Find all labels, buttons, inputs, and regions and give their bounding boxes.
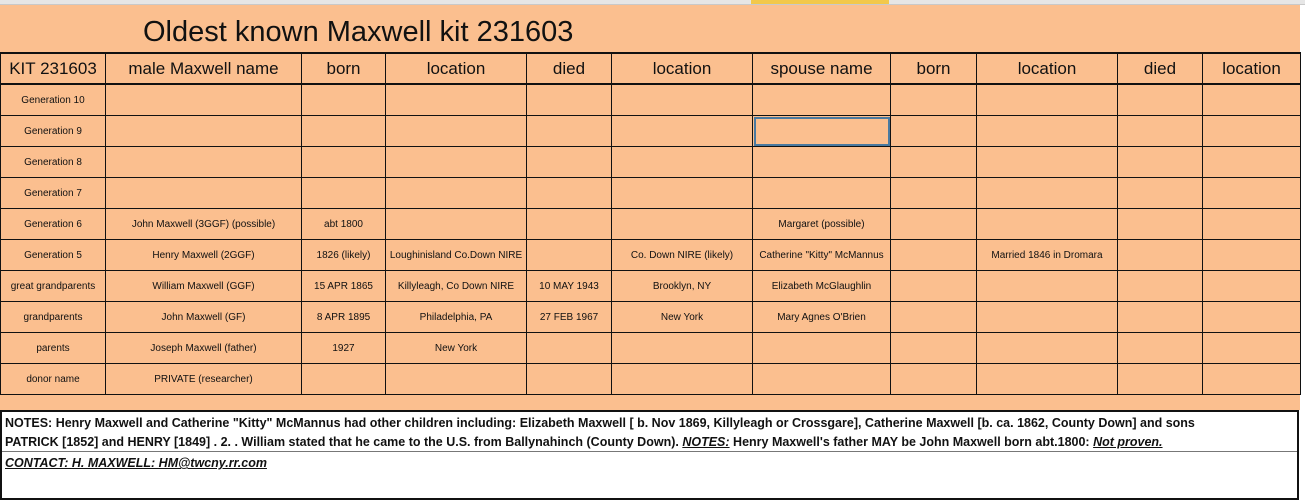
row-label[interactable]: Generation 9 xyxy=(1,116,106,147)
cell[interactable]: New York xyxy=(386,333,527,364)
cell[interactable]: 10 MAY 1943 xyxy=(527,271,612,302)
cell[interactable]: John Maxwell (3GGF) (possible) xyxy=(106,209,302,240)
cell[interactable] xyxy=(891,116,977,147)
selected-column-indicator xyxy=(751,0,889,4)
cell[interactable]: Henry Maxwell (2GGF) xyxy=(106,240,302,271)
table-row xyxy=(1,178,1301,209)
cell[interactable] xyxy=(1118,147,1203,178)
cell[interactable]: abt 1800 xyxy=(302,209,386,240)
cell[interactable] xyxy=(977,116,1118,147)
selected-cell[interactable] xyxy=(753,116,891,147)
cell[interactable] xyxy=(1203,209,1301,240)
cell[interactable] xyxy=(106,147,302,178)
table-row xyxy=(1,302,1301,333)
cell[interactable] xyxy=(1203,178,1301,209)
header-died[interactable]: died xyxy=(527,53,612,84)
cell[interactable] xyxy=(386,364,527,395)
sheet-title[interactable]: Oldest known Maxwell kit 231603 xyxy=(143,16,574,48)
header-male-name[interactable]: male Maxwell name xyxy=(106,53,302,84)
cell[interactable] xyxy=(1118,209,1203,240)
cell[interactable]: 8 APR 1895 xyxy=(302,302,386,333)
cell[interactable] xyxy=(302,178,386,209)
cell[interactable] xyxy=(1118,271,1203,302)
cell[interactable] xyxy=(527,84,612,116)
cell[interactable] xyxy=(977,209,1118,240)
cell[interactable] xyxy=(612,364,753,395)
cell[interactable]: New York xyxy=(612,302,753,333)
cell[interactable]: Philadelphia, PA xyxy=(386,302,527,333)
cell[interactable] xyxy=(612,84,753,116)
cell[interactable] xyxy=(302,147,386,178)
cell[interactable] xyxy=(753,84,891,116)
header-row xyxy=(1,53,1301,84)
cell[interactable] xyxy=(977,271,1118,302)
header-location[interactable]: location xyxy=(386,53,527,84)
not-proven-text: Not proven. xyxy=(1093,435,1163,449)
notes-line-1: NOTES: Henry Maxwell and Catherine "Kitty" McMannus had other children including: Elizabeth Maxwell [ b. Nov 1869, Killyleagh or Crossgare], Catherine Maxwell [b. ca. 1862, County Down] and sons xyxy=(5,416,1195,430)
row-label[interactable]: Generation 6 xyxy=(1,209,106,240)
cell[interactable]: Loughinisland Co.Down NIRE xyxy=(386,240,527,271)
table-row xyxy=(1,333,1301,364)
cell[interactable] xyxy=(753,178,891,209)
cell[interactable] xyxy=(753,147,891,178)
cell[interactable] xyxy=(891,240,977,271)
cell[interactable] xyxy=(527,116,612,147)
contact-line[interactable]: CONTACT: H. MAXWELL: HM@twcny.rr.com xyxy=(5,456,267,470)
cell[interactable]: 27 FEB 1967 xyxy=(527,302,612,333)
cell[interactable] xyxy=(753,333,891,364)
header-kit[interactable]: KIT 231603 xyxy=(1,53,106,84)
cell[interactable] xyxy=(977,333,1118,364)
cell[interactable] xyxy=(612,147,753,178)
cell[interactable]: 1826 (likely) xyxy=(302,240,386,271)
cell[interactable] xyxy=(106,116,302,147)
cell[interactable] xyxy=(1118,178,1203,209)
divider xyxy=(2,451,1297,452)
cell[interactable] xyxy=(891,178,977,209)
header-spouse-location[interactable]: location xyxy=(1203,53,1301,84)
cell[interactable] xyxy=(1203,302,1301,333)
cell[interactable] xyxy=(1203,364,1301,395)
cell[interactable] xyxy=(1118,84,1203,116)
cell[interactable] xyxy=(106,178,302,209)
notes-box[interactable] xyxy=(0,410,1299,500)
cell[interactable]: Married 1846 in Dromara xyxy=(977,240,1118,271)
table-row xyxy=(1,147,1301,178)
cell[interactable]: Elizabeth McGlaughlin xyxy=(753,271,891,302)
cell[interactable] xyxy=(1203,147,1301,178)
cell[interactable] xyxy=(891,364,977,395)
genealogy-table xyxy=(0,52,1301,395)
cell[interactable]: William Maxwell (GGF) xyxy=(106,271,302,302)
cell[interactable] xyxy=(302,84,386,116)
row-label[interactable]: Generation 5 xyxy=(1,240,106,271)
row-label[interactable]: great grandparents xyxy=(1,271,106,302)
cell[interactable] xyxy=(612,333,753,364)
cell[interactable] xyxy=(891,209,977,240)
cell[interactable] xyxy=(527,178,612,209)
notes-line-2 xyxy=(5,435,1163,449)
cell[interactable]: Catherine "Kitty" McMannus xyxy=(753,240,891,271)
table-row xyxy=(1,116,1301,147)
header-spouse-location[interactable]: location xyxy=(977,53,1118,84)
table-row xyxy=(1,240,1301,271)
cell[interactable] xyxy=(891,302,977,333)
cell[interactable] xyxy=(1118,302,1203,333)
cell[interactable] xyxy=(386,116,527,147)
table-row xyxy=(1,271,1301,302)
cell[interactable]: 15 APR 1865 xyxy=(302,271,386,302)
cell[interactable] xyxy=(977,84,1118,116)
table-row xyxy=(1,209,1301,240)
notes-label: NOTES: xyxy=(682,435,730,449)
cell[interactable] xyxy=(386,147,527,178)
cell[interactable]: PRIVATE (researcher) xyxy=(106,364,302,395)
cell[interactable] xyxy=(106,84,302,116)
cell[interactable] xyxy=(977,147,1118,178)
cell[interactable] xyxy=(1203,116,1301,147)
cell[interactable] xyxy=(527,240,612,271)
header-born[interactable]: born xyxy=(302,53,386,84)
cell[interactable] xyxy=(891,271,977,302)
cell[interactable] xyxy=(612,209,753,240)
cell[interactable] xyxy=(386,209,527,240)
row-label[interactable]: Generation 10 xyxy=(1,84,106,116)
cell[interactable] xyxy=(1203,240,1301,271)
cell[interactable]: Mary Agnes O'Brien xyxy=(753,302,891,333)
cell[interactable] xyxy=(977,364,1118,395)
cell[interactable] xyxy=(1203,84,1301,116)
cell[interactable] xyxy=(977,178,1118,209)
row-label[interactable]: grandparents xyxy=(1,302,106,333)
row-label[interactable]: Generation 7 xyxy=(1,178,106,209)
header-spouse-name[interactable]: spouse name xyxy=(753,53,891,84)
cell[interactable] xyxy=(891,333,977,364)
cell[interactable] xyxy=(891,84,977,116)
header-location[interactable]: location xyxy=(612,53,753,84)
cell[interactable] xyxy=(1118,116,1203,147)
cell[interactable] xyxy=(527,209,612,240)
cell[interactable] xyxy=(891,147,977,178)
row-label[interactable]: parents xyxy=(1,333,106,364)
cell[interactable] xyxy=(302,364,386,395)
table-row xyxy=(1,364,1301,395)
cell[interactable]: John Maxwell (GF) xyxy=(106,302,302,333)
cell[interactable] xyxy=(527,333,612,364)
cell[interactable] xyxy=(612,116,753,147)
cell[interactable] xyxy=(386,84,527,116)
cell[interactable]: Killyleagh, Co Down NIRE xyxy=(386,271,527,302)
table-row xyxy=(1,84,1301,116)
cell[interactable] xyxy=(1118,240,1203,271)
cell[interactable] xyxy=(527,364,612,395)
cell[interactable]: Brooklyn, NY xyxy=(612,271,753,302)
row-label[interactable]: donor name xyxy=(1,364,106,395)
cell[interactable] xyxy=(753,364,891,395)
row-label[interactable]: Generation 8 xyxy=(1,147,106,178)
cell[interactable] xyxy=(386,178,527,209)
cell[interactable] xyxy=(977,302,1118,333)
cell[interactable] xyxy=(1203,333,1301,364)
cell[interactable]: 1927 xyxy=(302,333,386,364)
cell[interactable] xyxy=(1118,364,1203,395)
cell[interactable]: Co. Down NIRE (likely) xyxy=(612,240,753,271)
cell[interactable] xyxy=(612,178,753,209)
cell[interactable] xyxy=(1118,333,1203,364)
header-spouse-born[interactable]: born xyxy=(891,53,977,84)
cell[interactable]: Joseph Maxwell (father) xyxy=(106,333,302,364)
cell[interactable] xyxy=(302,116,386,147)
header-spouse-died[interactable]: died xyxy=(1118,53,1203,84)
notes-text: PATRICK [1852] and HENRY [1849] . 2. . William stated that he came to the U.S. from Ballynahinch (County Down). xyxy=(5,435,683,449)
cell[interactable]: Margaret (possible) xyxy=(753,209,891,240)
notes-text: Henry Maxwell's father MAY be John Maxwell born abt.1800: xyxy=(729,435,1094,449)
cell[interactable] xyxy=(527,147,612,178)
cell[interactable] xyxy=(1203,271,1301,302)
